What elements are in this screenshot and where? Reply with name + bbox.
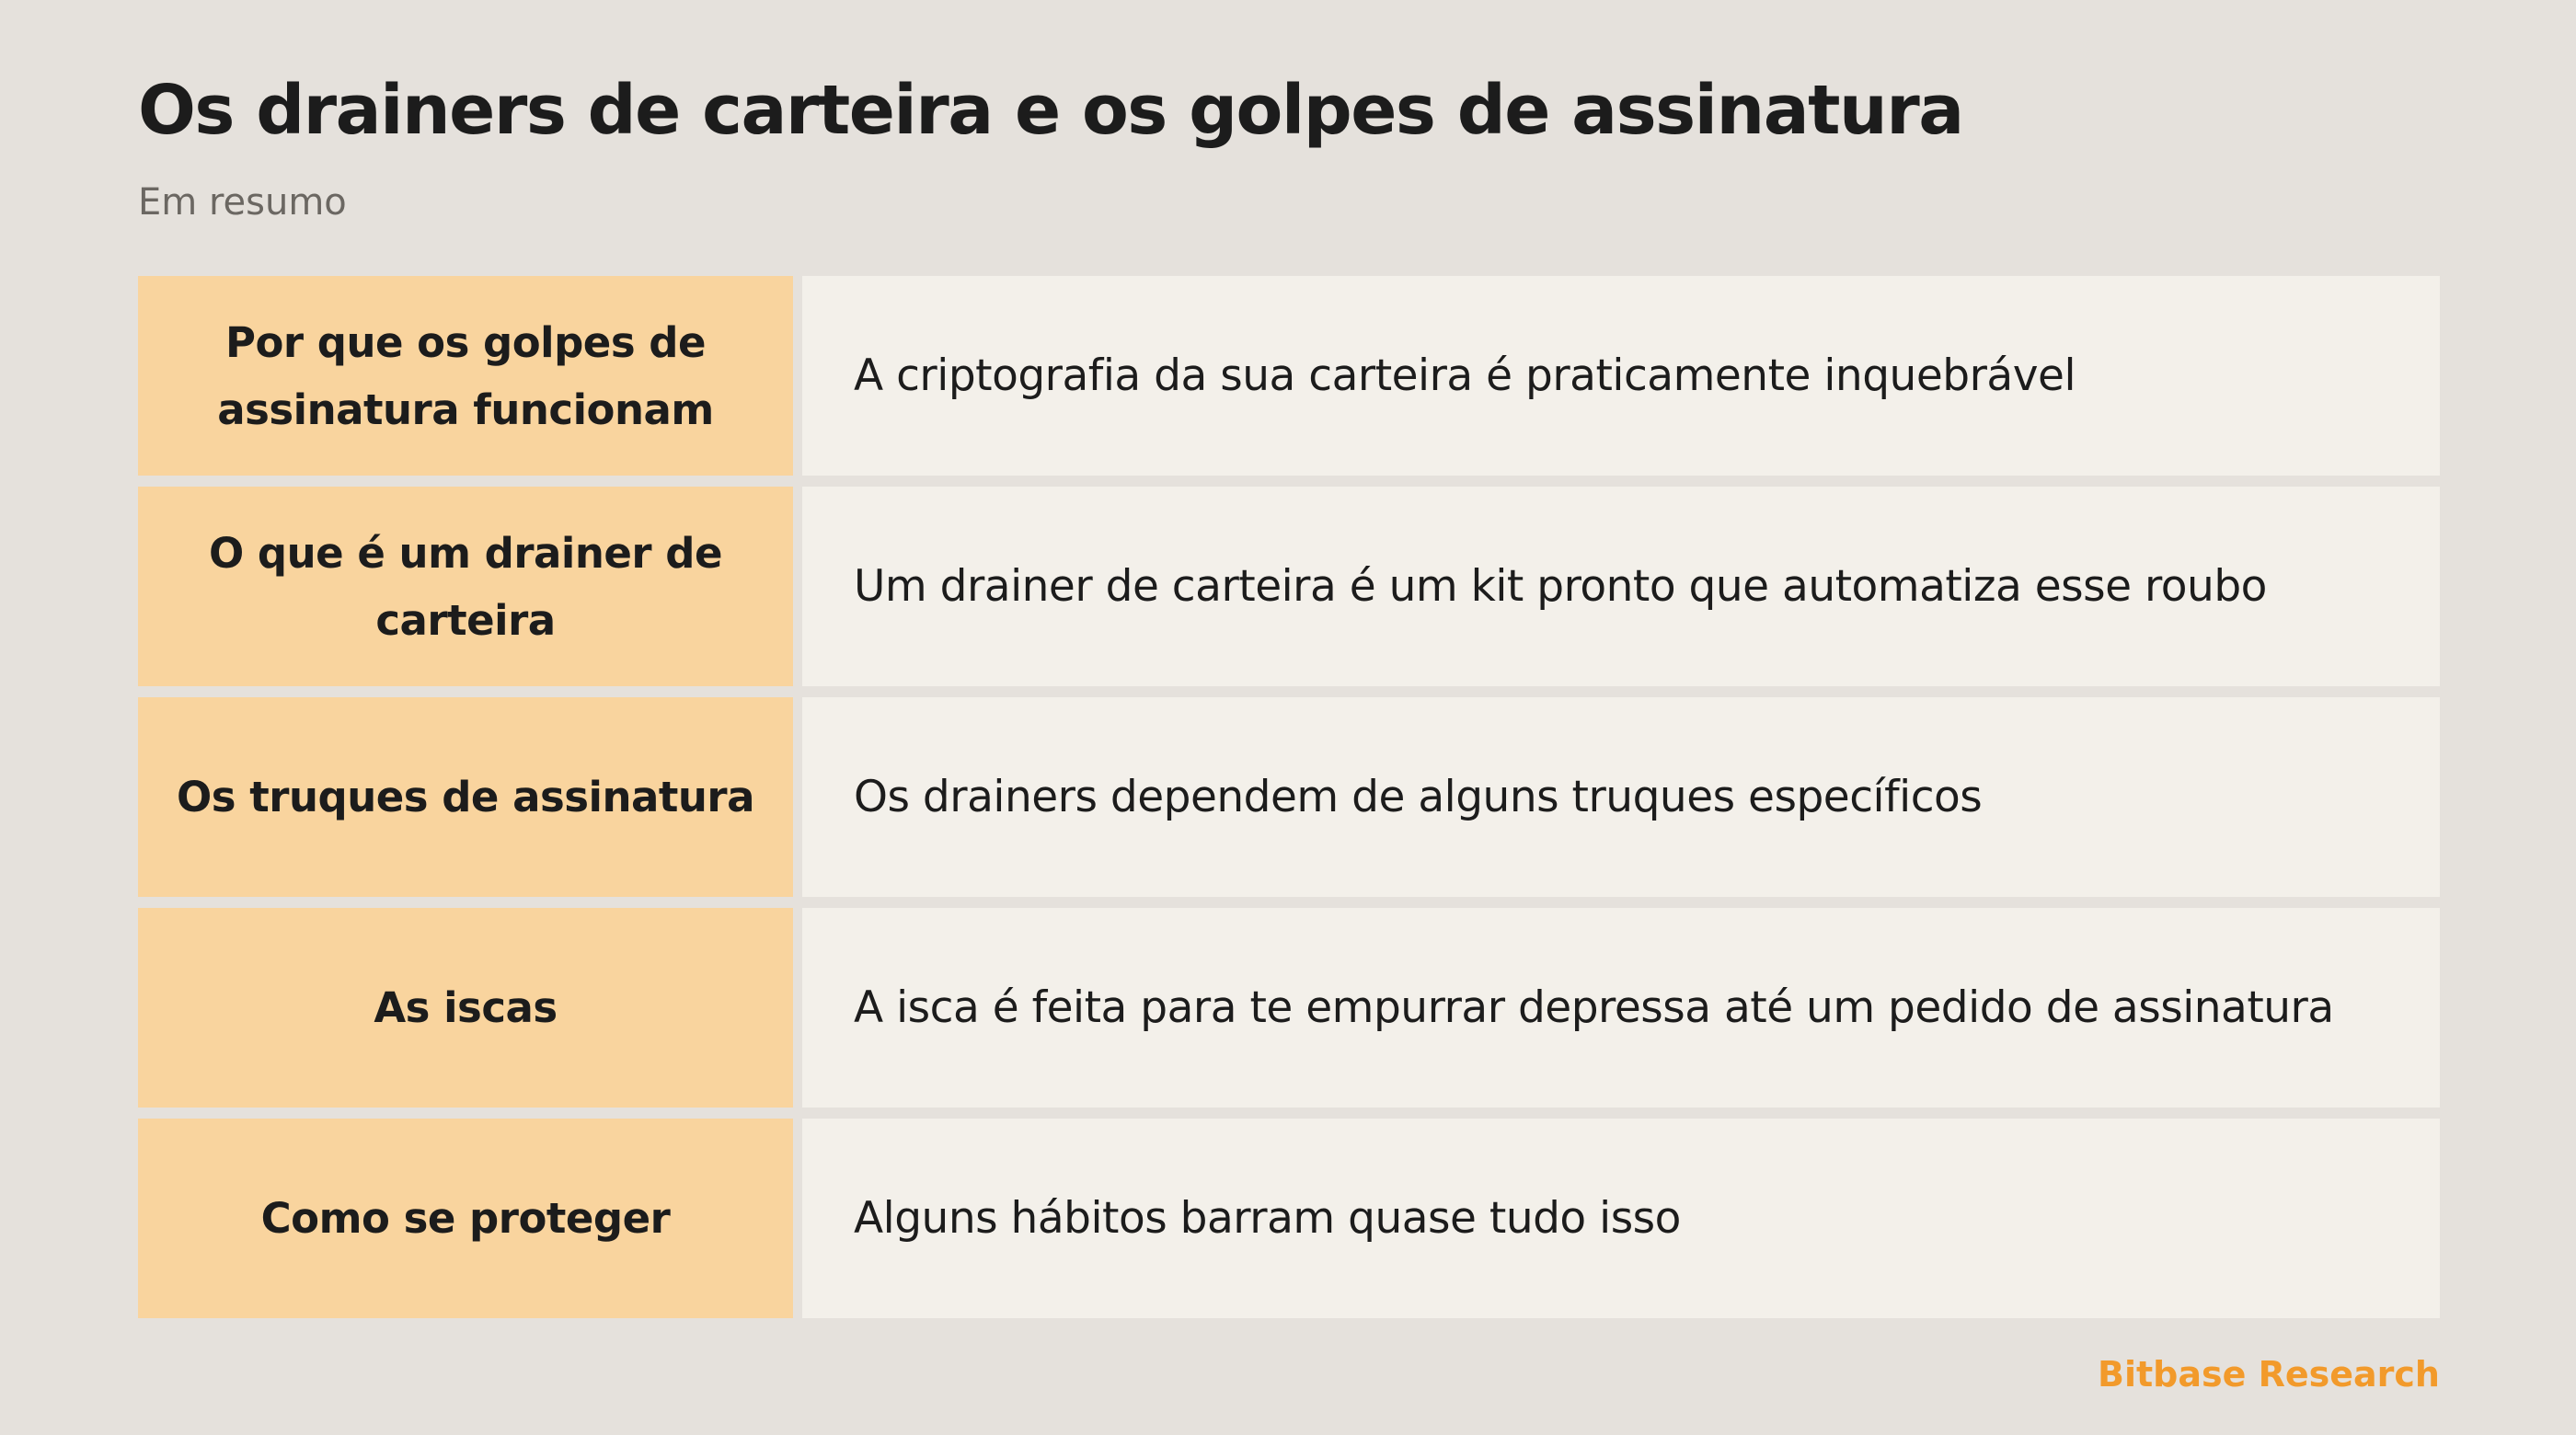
table-row: [138, 276, 2440, 476]
row-value-cell: [802, 487, 2440, 686]
row-value: A criptografia da sua carteira é praticamente inquebrável: [854, 350, 2076, 401]
row-key-cell: [138, 1119, 793, 1318]
row-value: A isca é feita para te empurrar depressa até um pedido de assinatura: [854, 982, 2334, 1033]
row-key-cell: [138, 487, 793, 686]
table-row: [138, 697, 2440, 897]
row-value-cell: [802, 908, 2440, 1108]
row-key-cell: [138, 908, 793, 1108]
slide: [138, 0, 2440, 1435]
row-value-cell: [802, 1119, 2440, 1318]
row-key: Os truques de assinatura: [177, 773, 754, 821]
row-key-cell: [138, 697, 793, 897]
row-key-cell: [138, 276, 793, 476]
row-value: Os drainers dependem de alguns truques específicos: [854, 771, 1983, 822]
row-key: Como se proteger: [260, 1194, 671, 1243]
row-value: Um drainer de carteira é um kit pronto que automatiza esse roubo: [854, 560, 2267, 612]
row-key: O que é um drainer de carteira: [209, 528, 722, 645]
brand-label: Bitbase Research: [2097, 1354, 2440, 1395]
page-subtitle: Em resumo: [138, 181, 347, 224]
row-key: As iscas: [374, 983, 558, 1032]
table-row: [138, 908, 2440, 1108]
page-title: Os drainers de carteira e os golpes de assinatura: [138, 71, 1963, 150]
row-value-cell: [802, 276, 2440, 476]
row-value: Alguns hábitos barram quase tudo isso: [854, 1192, 1681, 1244]
row-value-cell: [802, 697, 2440, 897]
table-row: [138, 1119, 2440, 1318]
row-key: Por que os golpes de assinatura funcionam: [217, 317, 714, 434]
summary-table: [138, 276, 2440, 1318]
table-row: [138, 487, 2440, 686]
